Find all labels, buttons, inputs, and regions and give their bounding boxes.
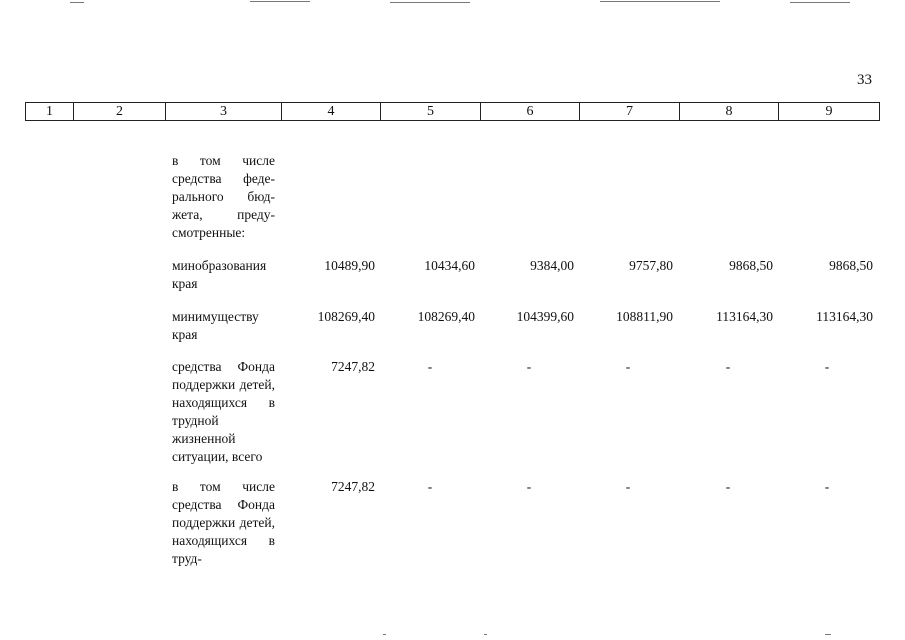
column-header-5: 5: [381, 103, 481, 120]
row-label-minimushchestvu: минимуществу края: [172, 309, 259, 342]
table-cell: 9757,80: [629, 258, 673, 273]
column-header-row: [25, 102, 880, 121]
table-cell: -: [625, 359, 631, 374]
table-cell: 10434,60: [424, 258, 475, 273]
table-cell: 7247,82: [331, 359, 375, 374]
scan-artifact: [250, 1, 310, 2]
table-cell: -: [824, 479, 830, 494]
scan-artifact: [390, 2, 470, 3]
row-label-minobrazovaniya: минобразования края: [172, 258, 267, 291]
column-header-7: 7: [580, 103, 680, 120]
column-header-1: 1: [26, 103, 74, 120]
table-cell: 10489,90: [324, 258, 375, 273]
scan-artifact: [383, 634, 386, 635]
table-cell: -: [725, 479, 731, 494]
scan-artifact: [600, 1, 720, 2]
table-cell: 108269,40: [417, 309, 475, 324]
table-cell: -: [824, 359, 830, 374]
row-label-fond-total: средства Фонда поддержки детей, находящихся в трудной жизненной ситуации, всего: [172, 359, 275, 464]
table-cell: 113164,30: [716, 309, 773, 324]
table-cell: 104399,60: [516, 309, 574, 324]
table-cell: -: [725, 359, 731, 374]
column-header-4: 4: [282, 103, 381, 120]
table-cell: 108269,40: [317, 309, 375, 324]
column-header-6: 6: [481, 103, 580, 120]
table-cell: -: [526, 359, 532, 374]
table-cell: 108811,90: [616, 309, 673, 324]
table-cell: 113164,30: [816, 309, 873, 324]
table-cell: -: [526, 479, 532, 494]
table-cell: 9868,50: [729, 258, 773, 273]
column-header-8: 8: [680, 103, 779, 120]
scan-artifact: [825, 634, 831, 635]
scan-artifact: [484, 634, 487, 635]
column-header-3: 3: [166, 103, 282, 120]
column-header-2: 2: [74, 103, 166, 120]
table-cell: 9384,00: [530, 258, 574, 273]
scan-artifact: [790, 2, 850, 3]
row-label-federal-budget: в том числе средства федерального бюджета, предусмотренные:: [172, 153, 275, 240]
table-cell: 7247,82: [331, 479, 375, 494]
scan-artifact: [70, 2, 84, 3]
table-cell: -: [427, 479, 433, 494]
table-cell: -: [427, 359, 433, 374]
page-number: 33: [857, 72, 872, 88]
row-label-fond-sub: в том числе средства Фонда поддержки детей, находящихся в труд-: [172, 479, 275, 566]
table-cell: 9868,50: [829, 258, 873, 273]
column-header-9: 9: [825, 104, 833, 119]
table-cell: -: [625, 479, 631, 494]
